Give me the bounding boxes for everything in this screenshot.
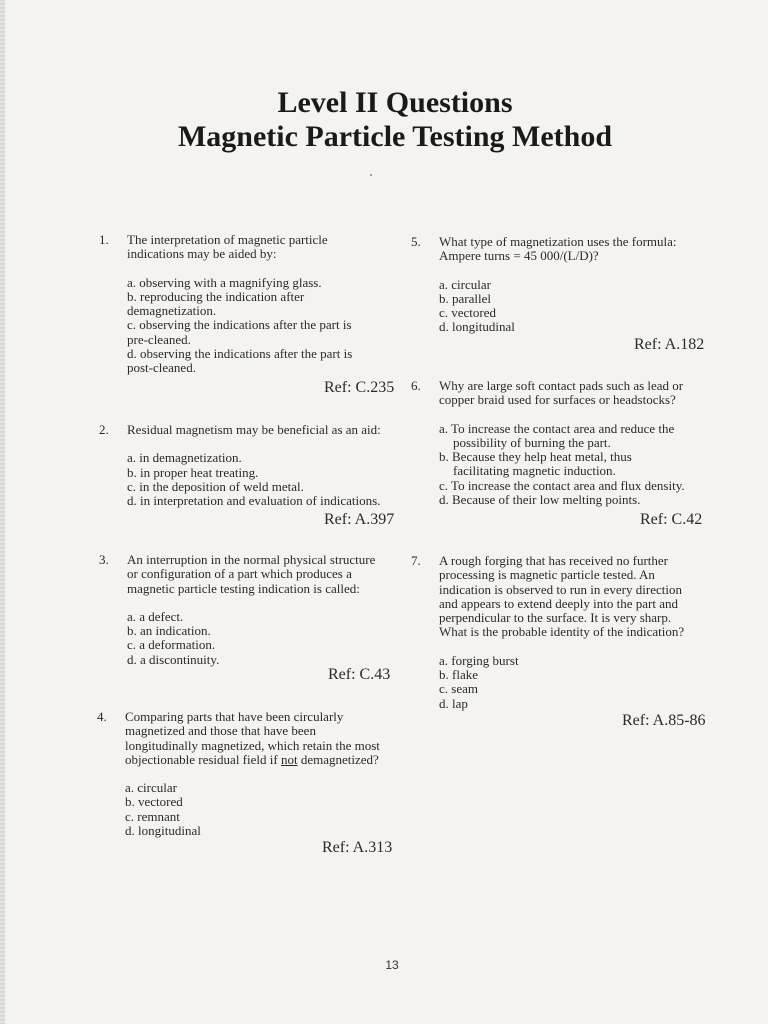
option-b: b. reproducing the indication after demagnetization. [127, 288, 305, 319]
question-stem: What type of magnetization uses the formula: Ampere turns = 45 000/(L/D)? [439, 234, 677, 264]
reference: Ref: A.85-86 [622, 712, 706, 729]
question-number: 6. [411, 378, 421, 393]
option-a: a. circular [439, 276, 491, 292]
reference: Ref: C.43 [328, 666, 391, 683]
emphasis-not: not [280, 751, 298, 767]
option-d: d. observing the indications after the part is post-cleaned. [127, 346, 353, 376]
option-a: a. a defect. [127, 608, 184, 624]
answer-options [125, 781, 380, 838]
option-d: d. longitudinal [125, 823, 201, 839]
option-c: c. in the deposition of weld metal. [127, 478, 304, 494]
option-b: b. flake [439, 667, 478, 683]
option-a: a. To increase the contact area and reduce the possibility of burning the part. [439, 420, 675, 450]
option-a: a. circular [125, 780, 177, 796]
page-number: 13 [385, 958, 399, 972]
option-c: c. a deformation. [127, 637, 216, 653]
question-stem: An interruption in the normal physical structure or configuration of a part which produces a magnetic particle testing indication is called: [127, 552, 376, 596]
option-c: c. seam [439, 681, 478, 697]
option-a: a. observing with a magnifying glass. [127, 274, 322, 290]
option-d: d. in interpretation and evaluation of indications. [127, 493, 381, 509]
question-number: 2. [99, 422, 109, 437]
option-b: b. vectored [125, 794, 183, 810]
question-number: 5. [411, 234, 421, 249]
answer-options [127, 451, 381, 508]
option-d: d. longitudinal [439, 319, 515, 335]
question-number: 3. [99, 552, 109, 567]
page-title-line-1: Level II Questions [277, 86, 513, 119]
option-a: a. in demagnetization. [127, 450, 242, 466]
page-title-line-2: Magnetic Particle Testing Method [177, 120, 613, 153]
question-number: 4. [97, 709, 107, 724]
option-a: a. forging burst [439, 652, 519, 668]
reference: Ref: A.397 [324, 511, 395, 528]
question-stem: A rough forging that has received no further processing is magnetic particle tested. An indication is observed to run in every direction and appears to extend deeply into the part and perpendicular to the surface. It is very sharp. What is the probable identity of the indication? [439, 553, 685, 640]
reference: Ref: A.182 [634, 336, 705, 353]
scan-speck [370, 174, 372, 176]
option-b: b. an indication. [127, 623, 211, 639]
option-d: d. Because of their low melting points. [439, 492, 641, 508]
answer-options [439, 278, 677, 335]
option-c: c. vectored [439, 305, 497, 321]
option-c: c. remnant [125, 808, 180, 824]
question-stem: Residual magnetism may be beneficial as an aid: [127, 422, 381, 437]
answer-options [127, 610, 375, 667]
option-d: d. lap [439, 695, 468, 711]
question-stem: Why are large soft contact pads such as lead or copper braid used for surfaces or headstocks? [439, 378, 684, 408]
question-number: 1. [99, 232, 109, 247]
reference: Ref: C.235 [324, 379, 395, 396]
question-stem: The interpretation of magnetic particle indications may be aided by: [127, 232, 328, 262]
reference: Ref: A.313 [322, 839, 393, 856]
option-b: b. Because they help heat metal, thus facilitating magnetic induction. [439, 449, 632, 479]
question-stem: Comparing parts that have been circularly magnetized and those that have been longitudinally magnetized, which retain the most objectionable residual field if not demagnetized? [125, 709, 380, 767]
option-c: c. To increase the contact area and flux density. [439, 477, 685, 493]
option-b: b. in proper heat treating. [127, 464, 259, 480]
option-d: d. a discontinuity. [127, 651, 220, 667]
answer-options [439, 654, 684, 711]
option-c: c. observing the indications after the part is pre-cleaned. [127, 317, 352, 347]
answer-options [439, 422, 691, 508]
answer-options [127, 276, 352, 376]
reference: Ref: C.42 [640, 511, 703, 528]
option-b: b. parallel [439, 290, 491, 306]
question-number: 7. [411, 553, 421, 568]
